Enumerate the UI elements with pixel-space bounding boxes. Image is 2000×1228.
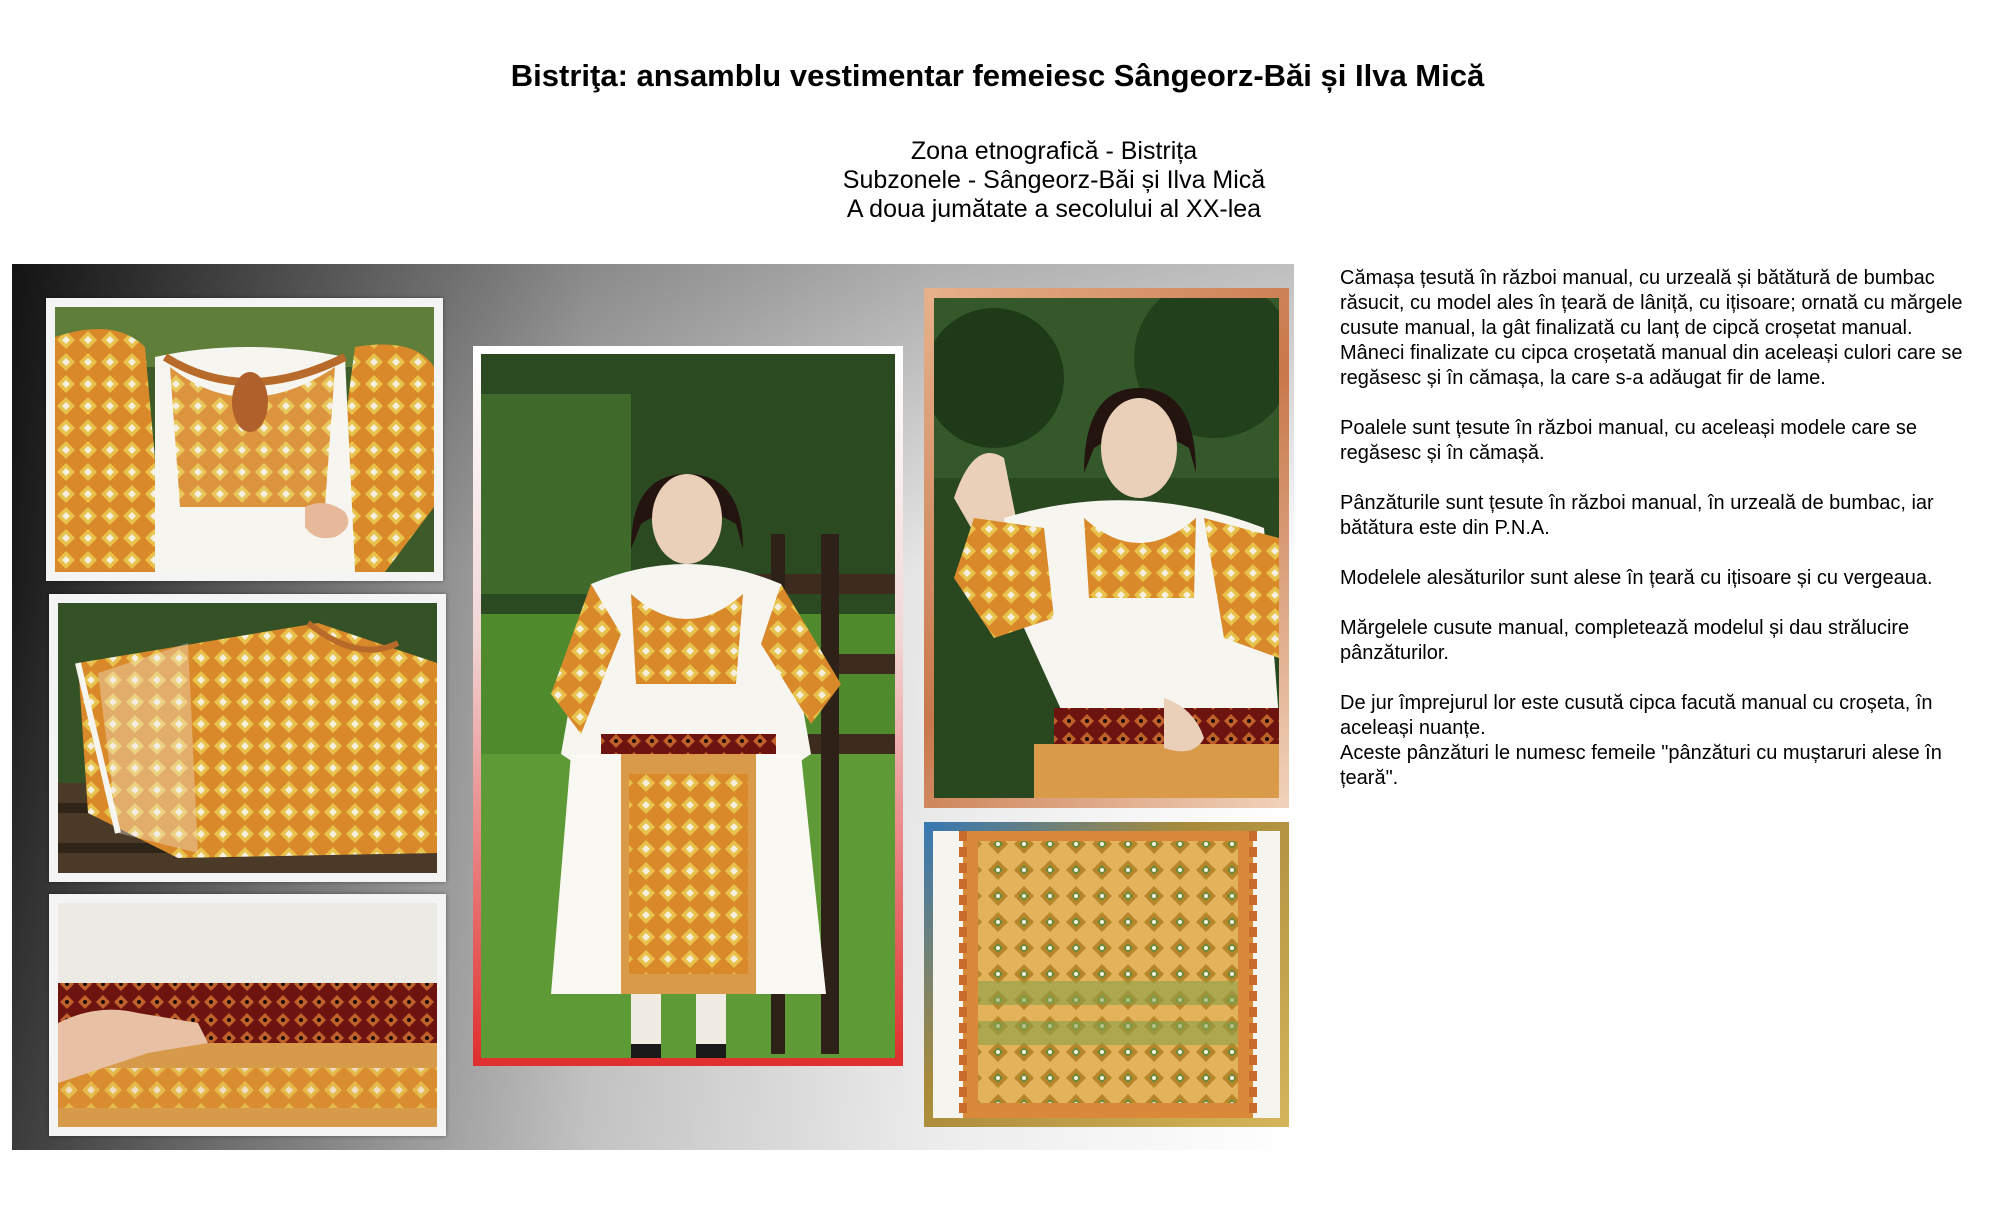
portrait-photo <box>924 288 1289 808</box>
costume-description <box>1340 266 1980 816</box>
description-lace: De jur împrejurul lor este cusută cipca facută manual cu croșeta, în aceleași nuanțe. <box>1340 692 1933 739</box>
description-naming: Aceste pânzături le numesc femeile "pânzături cu muștaruri alese în țeară". <box>1340 742 1942 789</box>
subtitle-block <box>0 137 2000 224</box>
subtitle-period: A doua jumătate a secolului al XX-lea <box>846 195 1262 223</box>
full-costume-photo <box>473 346 903 1066</box>
belt-closeup-photo <box>49 894 446 1136</box>
description-shirt: Cămașa țesută în război manual, cu urzeală și bătătură de bumbac răsucit, cu model ales în țeară de lâniță, cu ițisoare; ornată cu mărgele cusute manual, la gât finalizată cu lanț de cipcă croșetat manual. Mâneci finalizate cu cipca croșetată manual din aceleași culori care se regăsesc și în cămașa, la care s-a adăugat fir de lame. <box>1340 267 1963 389</box>
photo-panel <box>12 264 1294 1150</box>
description-aprons: Pânzăturile sunt țesute în război manual, în urzeală de bumbac, iar bătătura este din P.N.A. <box>1340 492 1934 539</box>
blouse-closeup-photo <box>46 298 443 581</box>
description-patterns: Modelele alesăturilor sunt alese în țeară cu ițisoare și cu vergeaua. <box>1340 567 1933 589</box>
description-beads: Mărgelele cusute manual, completează modelul și dau strălucire pânzăturilor. <box>1340 617 1910 664</box>
subtitle-zone: Zona etnografică - Bistrița <box>910 137 1198 165</box>
apron-closeup-photo <box>924 822 1289 1127</box>
sleeve-closeup-photo <box>49 594 446 882</box>
page-title: Bistriţa: ansamblu vestimentar femeiesc Sângeorz-Băi și Ilva Mică <box>510 58 1485 93</box>
description-skirt: Poalele sunt țesute în război manual, cu aceleași modele care se regăsesc și în cămașă. <box>1340 417 1918 464</box>
subtitle-subzones: Subzonele - Sângeorz-Băi și Ilva Mică <box>842 166 1266 194</box>
